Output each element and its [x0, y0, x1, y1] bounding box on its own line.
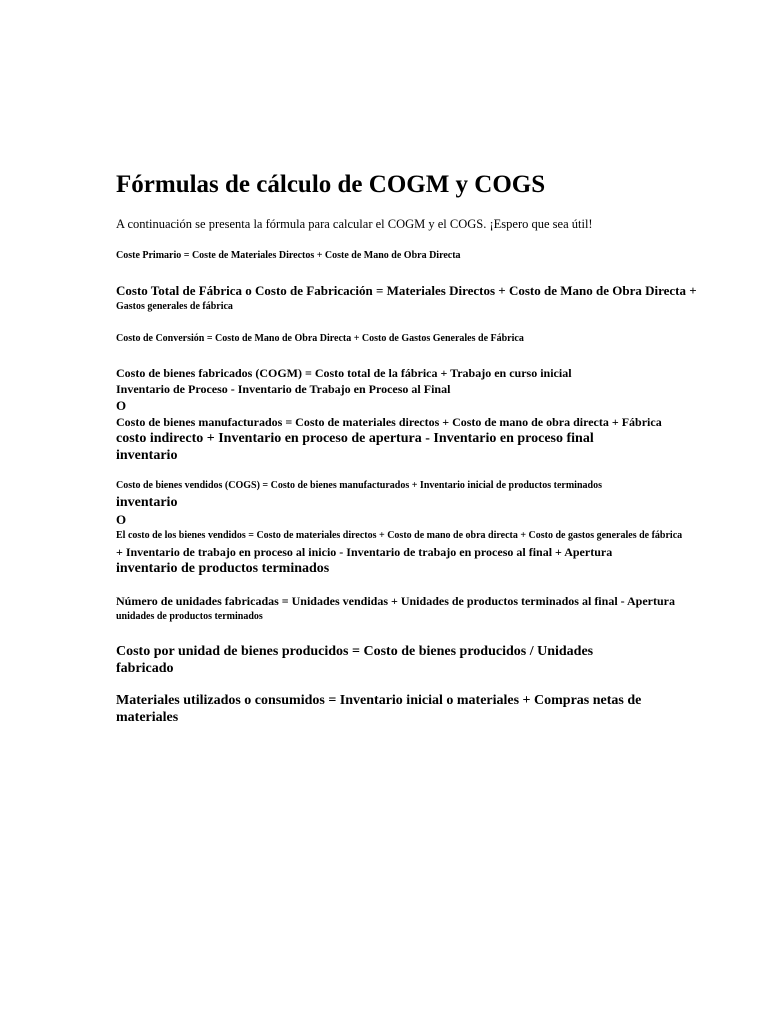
formula-line: Costo de bienes manufacturados = Costo de materiales directos + Costo de mano de obra directa + Fábrica: [116, 415, 662, 429]
formula-line: inventario de productos terminados: [116, 561, 330, 576]
or-separator: O: [116, 512, 127, 527]
formula-line: Costo por unidad de bienes producidos = Costo de bienes producidos / Unidades: [116, 644, 594, 659]
formula-line: Costo Total de Fábrica o Costo de Fabricación = Materiales Directos + Costo de Mano de Obra Directa +: [116, 283, 697, 298]
cogs-formula: [116, 478, 682, 577]
prime-cost-formula: [116, 248, 461, 264]
formula-line: fabricado: [116, 661, 174, 676]
formula-line: Gastos generales de fábrica: [116, 301, 233, 312]
materials-used-formula: [116, 692, 641, 726]
unit-cost-formula: [116, 643, 593, 677]
intro-text: A continuación se presenta la fórmula para calcular el COGM y el COGS. ¡Espero que sea útil!: [116, 217, 593, 231]
factory-cost-formula: [116, 282, 697, 315]
formula-line: inventario: [116, 495, 178, 510]
cogm-formula: [116, 365, 662, 464]
units-manufactured-formula: [116, 593, 675, 625]
formula-line: Inventario de Proceso - Inventario de Trabajo en Proceso al Final: [116, 382, 451, 396]
page-title: Fórmulas de cálculo de COGM y COGS: [116, 171, 546, 198]
or-separator: O: [116, 398, 127, 413]
conversion-cost-formula: [116, 331, 524, 347]
formula-line: Coste Primario = Coste de Materiales Directos + Coste de Mano de Obra Directa: [116, 250, 461, 261]
formula-line: costo indirecto + Inventario en proceso de apertura - Inventario en proceso final: [116, 431, 594, 446]
formula-line: + Inventario de trabajo en proceso al inicio - Inventario de trabajo en proceso al final + Apertura: [116, 545, 613, 559]
formula-line: materiales: [116, 710, 179, 725]
formula-line: Costo de bienes fabricados (COGM) = Costo total de la fábrica + Trabajo en curso inicial: [116, 366, 572, 380]
formula-line: Costo de Conversión = Costo de Mano de Obra Directa + Costo de Gastos Generales de Fábrica: [116, 333, 524, 344]
formula-line: inventario: [116, 448, 178, 463]
formula-line: Materiales utilizados o consumidos = Inventario inicial o materiales + Compras netas de: [116, 693, 642, 708]
formula-line: El costo de los bienes vendidos = Costo de materiales directos + Costo de mano de obra directa + Costo de gastos generales de fábrica: [116, 530, 683, 541]
formula-line: unidades de productos terminados: [116, 611, 263, 622]
formula-line: Costo de bienes vendidos (COGS) = Costo de bienes manufacturados + Inventario inicial de productos terminados: [116, 480, 602, 491]
document-page: [116, 168, 716, 725]
formula-line: Número de unidades fabricadas = Unidades vendidas + Unidades de productos terminados al final - Apertura: [116, 594, 675, 608]
